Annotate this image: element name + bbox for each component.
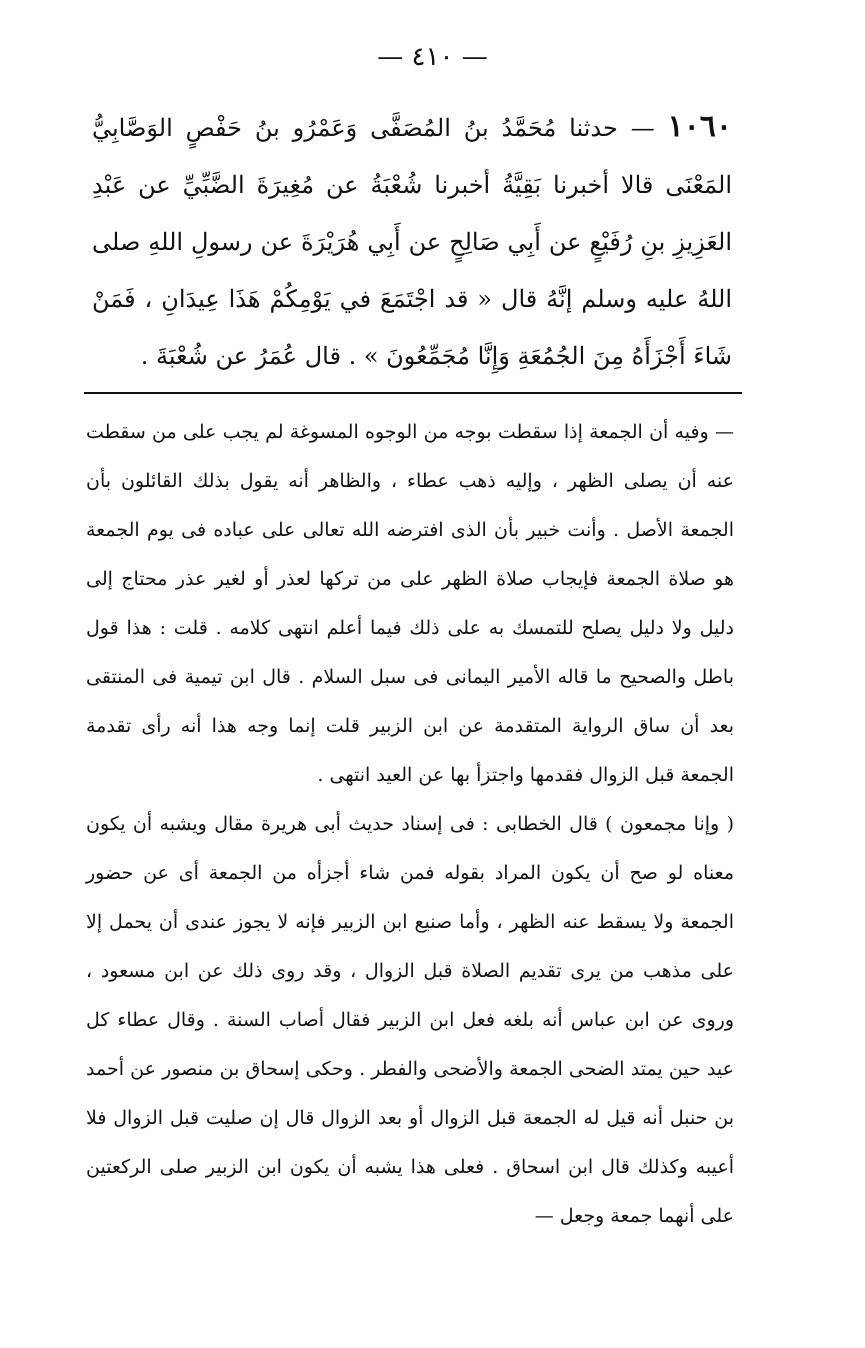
commentary-paragraph: — وفيه أن الجمعة إذا سقطت بوجه من الوجوه المسوغة لم يجب على من سقطت عنه أن يصلى الظهر ، وإليه ذهب عطاء ، والظاهر أنه يقول بذلك القائلون بأن الجمعة الأصل . وأنت خبير بأن الذى افترضه الله تعالى على عباده فى يوم الجمعة هو صلاة الجمعة فإيجاب صلاة الظهر على من تركها لعذر أو لغير عذر محتاج إلى دليل ولا دليل يصلح للتمسك به على ذلك فيما أعلم انتهى كلامه . قلت : هذا قول باطل والصحيح ما قاله الأمير اليمانى فى سبل السلام . قال ابن تيمية فى المنتقى بعد أن ساق الرواية المتقدمة عن ابن الزبير قلت إنما وجه هذا أنه رأى تقدمة الجمعة قبل الزوال فقدمها واجتزأ بها عن العيد انتهى . (86, 421, 734, 786)
footnote-divider (84, 392, 742, 394)
commentary-paragraph: ( وإنا مجمعون ) قال الخطابى : فى إسناد حديث أبى هريرة مقال ويشبه أن يكون معناه لو صح أن يكون المراد بقوله فمن شاء أجزأه من الجمعة أى عن حضور الجمعة ولا يسقط عنه الظهر ، وأما صنيع ابن الزبير فإنه لا يجوز عندى أن يحمل إلا على مذهب من يرى تقديم الصلاة قبل الزوال ، وقد روى ذلك عن ابن مسعود ، وروى عن ابن عباس أنه بلغه فعل ابن الزبير فقال أصاب السنة . وقال عطاء كل عيد حين يمتد الضحى الجمعة والأضحى والفطر . وحكى إسحاق بن منصور عن أحمد بن حنبل أنه قيل له الجمعة قبل الزوال أو بعد الزوال قال إن صليت قبل الزوال فلا أعيبه وكذلك قال ابن اسحاق . فعلى هذا يشبه أن يكون ابن الزبير صلى الركعتين على أنهما جمعة وجعل — (86, 813, 734, 1227)
commentary-block (86, 408, 734, 1241)
page-number: — ٤١٠ — (377, 42, 488, 72)
hadith-text-block (92, 98, 732, 385)
hadith-number: ١٠٦٠ (667, 109, 732, 144)
hadith-text: — حدثنا مُحَمَّدُ بنُ المُصَفَّى وَعَمْرُو بنُ حَفْصٍ الوَصَّابِيُّ المَعْنَى قالا أخبرنا بَقِيَّةُ أخبرنا شُعْبَةُ عن مُغِيرَةَ الضَّبِّيِّ عن عَبْدِ العَزِيزِ بنِ رُفَيْعٍ عن أَبِي صَالِحٍ عن أَبِي هُرَيْرَةَ عن رسولِ اللهِ صلى اللهُ عليه وسلم إنَّهُ قال « قد اجْتَمَعَ في يَوْمِكُمْ هَذَا عِيدَانِ ، فَمَنْ شَاءَ أَجْزَأَهُ مِنَ الجُمُعَةِ وَإِنَّا مُجَمِّعُونَ » . قال عُمَرُ عن شُعْبَةَ . (92, 114, 732, 370)
